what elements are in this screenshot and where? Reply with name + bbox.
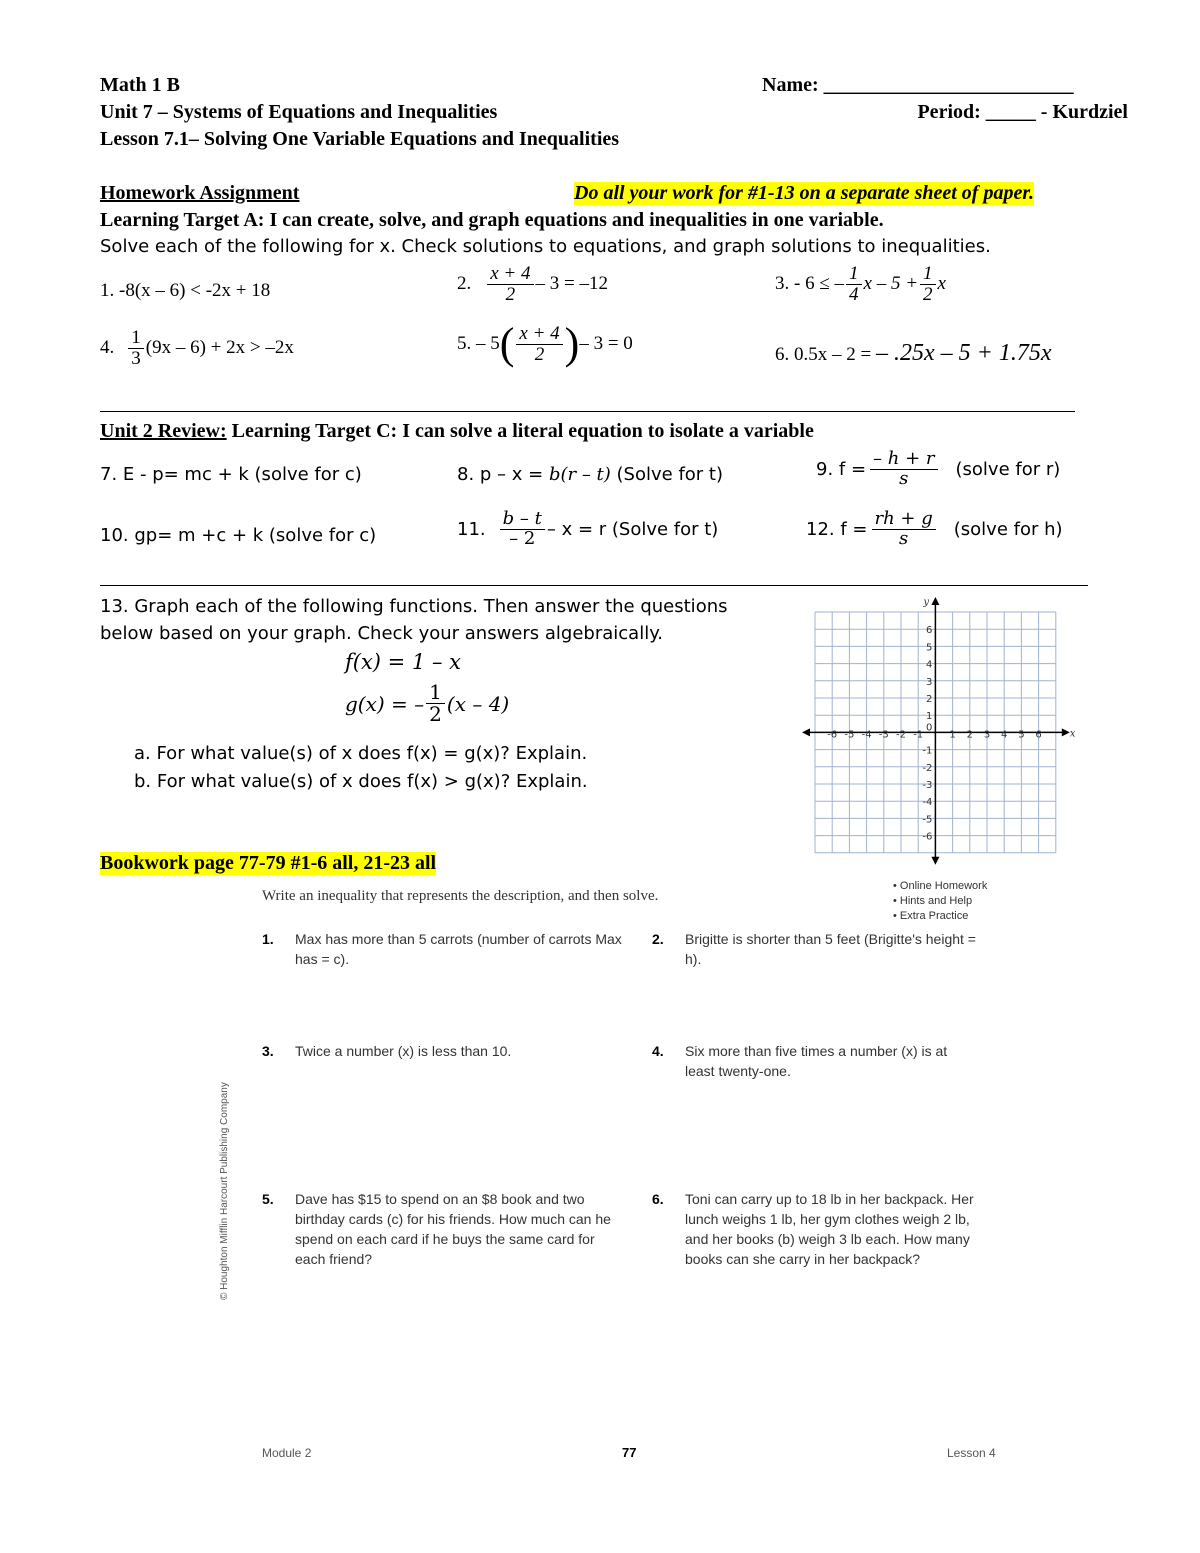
problem-5 [457,319,633,368]
fraction-denominator: 4 [849,283,859,305]
problem-13-line-2: below based on your graph. Check your answers algebraically. [100,623,664,644]
function-f: f(x) = 1 – x [345,650,462,674]
item-number: 6. [652,1191,664,1207]
problem-11-number: 11. [457,518,486,540]
item-number: 4. [652,1043,664,1059]
hints-help-link[interactable]: • Hints and Help [893,895,973,907]
problem-11-rest: – x = r (Solve for t) [546,518,719,540]
item-number: 3. [262,1043,274,1059]
side-links [893,879,987,924]
question-b: b. For what value(s) of x does f(x) > g(x)? Explain. [134,771,588,792]
problem-12-fraction [872,510,936,549]
course-title: Math 1 B [100,74,180,96]
function-g-left: g(x) = – [345,691,425,716]
fraction-numerator: – h + r [870,450,937,470]
x-tick-label: 3 [983,729,991,741]
fraction-denominator: 2 [534,343,545,365]
problem-4 [100,328,294,369]
item-number: 1. [262,931,274,947]
problem-9 [816,450,1060,489]
item-text: Toni can carry up to 18 lb in her backpack. Her lunch weighs 1 lb, her gym clothes weigh 2 lb, and her books (b) weigh 3 lb each. How many books can she carry in her backpack? [685,1191,974,1267]
y-tick-label: 3 [926,676,933,688]
fraction-numerator: 1 [128,328,144,349]
left-paren: ( [499,319,515,368]
x-tick-label: -2 [896,729,906,741]
item-number: 2. [652,931,664,947]
problem-6-left: 6. 0.5x – 2 = [775,344,872,365]
y-tick-label: -4 [922,797,933,809]
x-tick-label: 4 [1001,729,1008,741]
book-item-3 [262,1041,622,1061]
copyright-vertical: © Houghton Mifflin Harcourt Publishing Company [219,1082,230,1300]
bookwork-directions: Write an inequality that represents the description, and then solve. [262,888,659,904]
y-tick-label: -5 [922,814,933,826]
y-tick-label: 4 [926,659,933,671]
problem-3-fraction-2 [920,264,936,305]
item-text: Max has more than 5 carrots (number of carrots Max has = c). [295,931,622,967]
book-item-2 [652,929,982,969]
book-item-6 [652,1189,992,1269]
fraction-denominator: s [899,467,909,489]
x-tick-label: -1 [913,729,924,741]
problem-11 [457,510,718,549]
problem-8-right: (Solve for t) [610,464,723,485]
problem-9-fraction [870,450,937,489]
item-text: Twice a number (x) is less than 10. [295,1043,512,1059]
x-tick-label: -3 [878,729,889,741]
name-field-label: Name: _________________________ [762,74,1074,96]
y-tick-label: -6 [922,831,933,843]
fraction-numerator: x + 4 [516,324,562,345]
homework-title: Homework Assignment [100,182,300,204]
x-tick-label: 5 [1018,729,1025,741]
item-text: Brigitte is shorter than 5 feet (Brigitte's height = h). [685,931,976,967]
problem-4-fraction [128,328,144,369]
y-tick-label: -3 [922,780,933,791]
unit-title: Unit 7 – Systems of Equations and Inequalities [100,101,498,123]
item-text: Six more than five times a number (x) is at least twenty-one. [685,1043,948,1079]
footer-lesson: Lesson 4 [947,1446,996,1460]
book-item-5 [262,1189,622,1269]
x-tick-label: 2 [966,729,973,741]
axes [802,597,1070,865]
problem-12-left: 12. f = [806,518,868,540]
problem-12 [806,510,1063,549]
problem-13-line-1: 13. Graph each of the following functions. Then answer the questions [100,596,728,617]
problem-5-number: 5. – 5 [457,333,500,354]
fraction-denominator: – 2 [509,527,536,549]
y-axis-arrow [931,857,939,865]
problem-10: 10. gp= m +c + k (solve for c) [100,525,377,546]
y-tick-label: 6 [926,625,933,637]
fraction-numerator: rh + g [872,510,936,530]
learning-target-c: Learning Target C: I can solve a literal equation to isolate a variable [226,420,814,442]
review-heading [100,420,814,443]
footer-page-number: 77 [622,1445,637,1460]
book-item-1 [262,929,622,969]
period-field-label: Period: _____ - Kurdziel [917,101,1128,123]
fraction-denominator: s [899,527,909,549]
instructions: Solve each of the following for x. Check solutions to equations, and graph solutions to inequalities. [100,236,991,257]
online-homework-link[interactable]: • Online Homework [893,880,988,892]
learning-target-a: Learning Target A: I can create, solve, and graph equations and inequalities in one variable. [100,209,884,231]
problem-3 [775,264,946,305]
y-tick-label: -1 [922,745,933,757]
footer-module: Module 2 [262,1446,312,1460]
bookwork-title: Bookwork page 77-79 #1-6 all, 21-23 all [100,852,437,874]
problem-2-number: 2. [457,273,472,295]
fraction-numerator: 1 [920,264,936,285]
x-axis-arrow [1062,728,1070,736]
y-tick-label: 1 [926,711,933,723]
fraction-denominator: 3 [131,347,141,369]
problem-5-rest: – 3 = 0 [579,333,633,354]
x-tick-label: -5 [844,729,855,741]
item-text: Dave has $15 to spend on an $8 book and two birthday cards (c) for his friends. How much can he spend on each card if he buys the same card for each friend? [295,1191,611,1267]
item-number: 5. [262,1191,274,1207]
x-tick-label: -4 [861,729,872,741]
x-tick-label: 1 [949,729,956,741]
y-tick-label: -2 [922,762,933,774]
problem-6-right: – .25x – 5 + 1.75x [875,340,1052,366]
x-tick-label: -6 [827,729,838,741]
problem-6 [775,340,1051,367]
fraction-denominator: 2 [429,702,442,726]
divider [100,411,1075,412]
y-axis-label: y [923,597,930,608]
problem-7: 7. E - p= mc + k (solve for c) [100,464,362,485]
right-paren: ) [564,319,580,368]
fraction-numerator: b – t [500,510,545,530]
question-a: a. For what value(s) of x does f(x) = g(x)? Explain. [134,743,588,764]
review-title: Unit 2 Review: [100,420,227,442]
x-axis-label: x [1069,728,1076,740]
x-tick-label: 6 [1035,729,1042,741]
fraction-numerator: 1 [846,264,862,285]
x-axis-arrow [802,728,810,736]
problem-8-mid: b(r – t) [548,464,611,485]
problem-3-number: 3. - 6 ≤ – [775,273,845,295]
divider [100,585,1088,586]
coordinate-grid [800,595,1090,870]
problem-2 [457,264,608,305]
problem-9-left: 9. f = [816,458,867,480]
function-g [345,682,509,725]
book-item-4 [652,1041,972,1081]
lesson-title: Lesson 7.1– Solving One Variable Equations and Inequalities [100,128,620,150]
extra-practice-link[interactable]: • Extra Practice [893,910,969,922]
problem-8 [457,464,723,485]
problem-11-fraction [500,510,545,549]
y-tick-label: 5 [926,642,933,654]
fraction-denominator: 2 [923,283,933,305]
function-g-right: (x – 4) [446,691,510,716]
problem-1: 1. -8(x – 6) < -2x + 18 [100,280,271,301]
problem-3-fraction-1 [846,264,862,305]
problem-9-right: (solve for r) [955,458,1061,480]
problem-2-fraction [487,264,533,305]
y-tick-label: 2 [926,694,933,705]
fraction-denominator: 2 [505,283,516,305]
problem-3-middle: x – 5 + [863,273,919,295]
problem-2-rest: – 3 = –12 [535,273,608,295]
fraction-numerator: x + 4 [487,264,533,285]
problem-12-right: (solve for h) [953,518,1063,540]
function-g-fraction [426,682,445,725]
fraction-numerator: 1 [426,682,445,704]
homework-note: Do all your work for #1-13 on a separate sheet of paper. [574,182,1034,204]
problem-4-number: 4. [100,337,115,359]
y-axis-arrow [931,597,939,605]
origin-label: 0 [926,722,933,734]
problem-5-fraction [516,324,562,365]
problem-4-rest: (9x – 6) + 2x > –2x [145,337,294,359]
problem-8-left: 8. p – x = [457,464,549,485]
problem-3-end: x [937,273,946,295]
